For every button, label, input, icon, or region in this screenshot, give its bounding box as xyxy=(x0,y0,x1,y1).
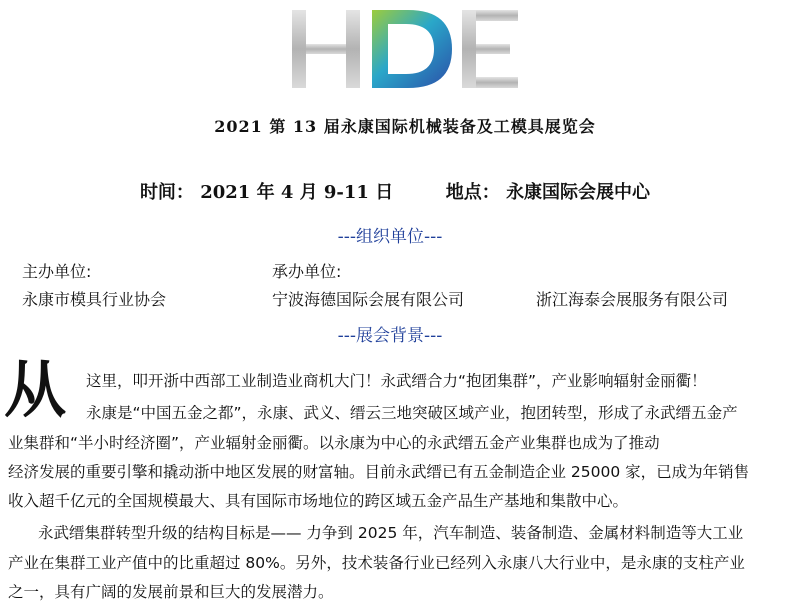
drop-cap: 从 xyxy=(4,353,67,426)
time-label: 时间： xyxy=(139,182,194,203)
paragraph-line: 永康是“中国五金之都”，永康、武义、缙云三地突破区域产业，抱团转型，形成了永武缙五金产 xyxy=(86,404,738,422)
paragraph-line: 之一，具有广阔的发展前景和巨大的发展潜力。 xyxy=(8,583,334,601)
paragraph-line: 这里，叩开浙中西部工业制造业商机大门！永武缙合力“抱团集群”，产业影响辐射金丽衢！ xyxy=(86,372,707,390)
organizer-name-2: 浙江海泰会展服务有限公司 xyxy=(536,290,729,309)
exhibition-title: 2021 第 13 届永康国际机械装备及工模具展览会 xyxy=(214,117,596,136)
place-label: 地点： xyxy=(445,182,500,203)
hde-logo xyxy=(288,2,524,92)
organizers-heading: ---组织单位--- xyxy=(337,227,443,247)
paragraph-line: 产业在集群工业产值中的比重超过 80%。另外，技术装备行业已经列入永康八大行业中，是永康的支柱产业 xyxy=(8,554,745,572)
background-heading: ---展会背景--- xyxy=(337,326,443,346)
host-label: 主办单位: xyxy=(22,262,92,281)
organizer-label: 承办单位: xyxy=(272,262,342,281)
host-name: 永康市模具行业协会 xyxy=(22,290,167,309)
time-value: 2021 年 4 月 9-11 日 xyxy=(200,182,394,203)
time-place-line xyxy=(0,178,790,204)
place-value: 永康国际会展中心 xyxy=(506,182,651,203)
paragraph-line: 业集群和“半小时经济圈”，产业辐射金丽衢。以永康为中心的永武缙五金产业集群也成为了推动 xyxy=(8,434,660,452)
organizer-name-1: 宁波海德国际会展有限公司 xyxy=(272,290,465,309)
paragraph-line: 永武缙集群转型升级的结构目标是—— 力争到 2025 年，汽车制造、装备制造、金属材料制造等大工业 xyxy=(38,524,744,542)
paragraph-line: 收入超千亿元的全国规模最大、具有国际市场地位的跨区域五金产品生产基地和集散中心。 xyxy=(8,492,629,510)
paragraph-line: 经济发展的重要引擎和撬动浙中地区发展的财富轴。目前永武缙已有五金制造企业 25000 家，已成为年销售 xyxy=(8,463,750,481)
